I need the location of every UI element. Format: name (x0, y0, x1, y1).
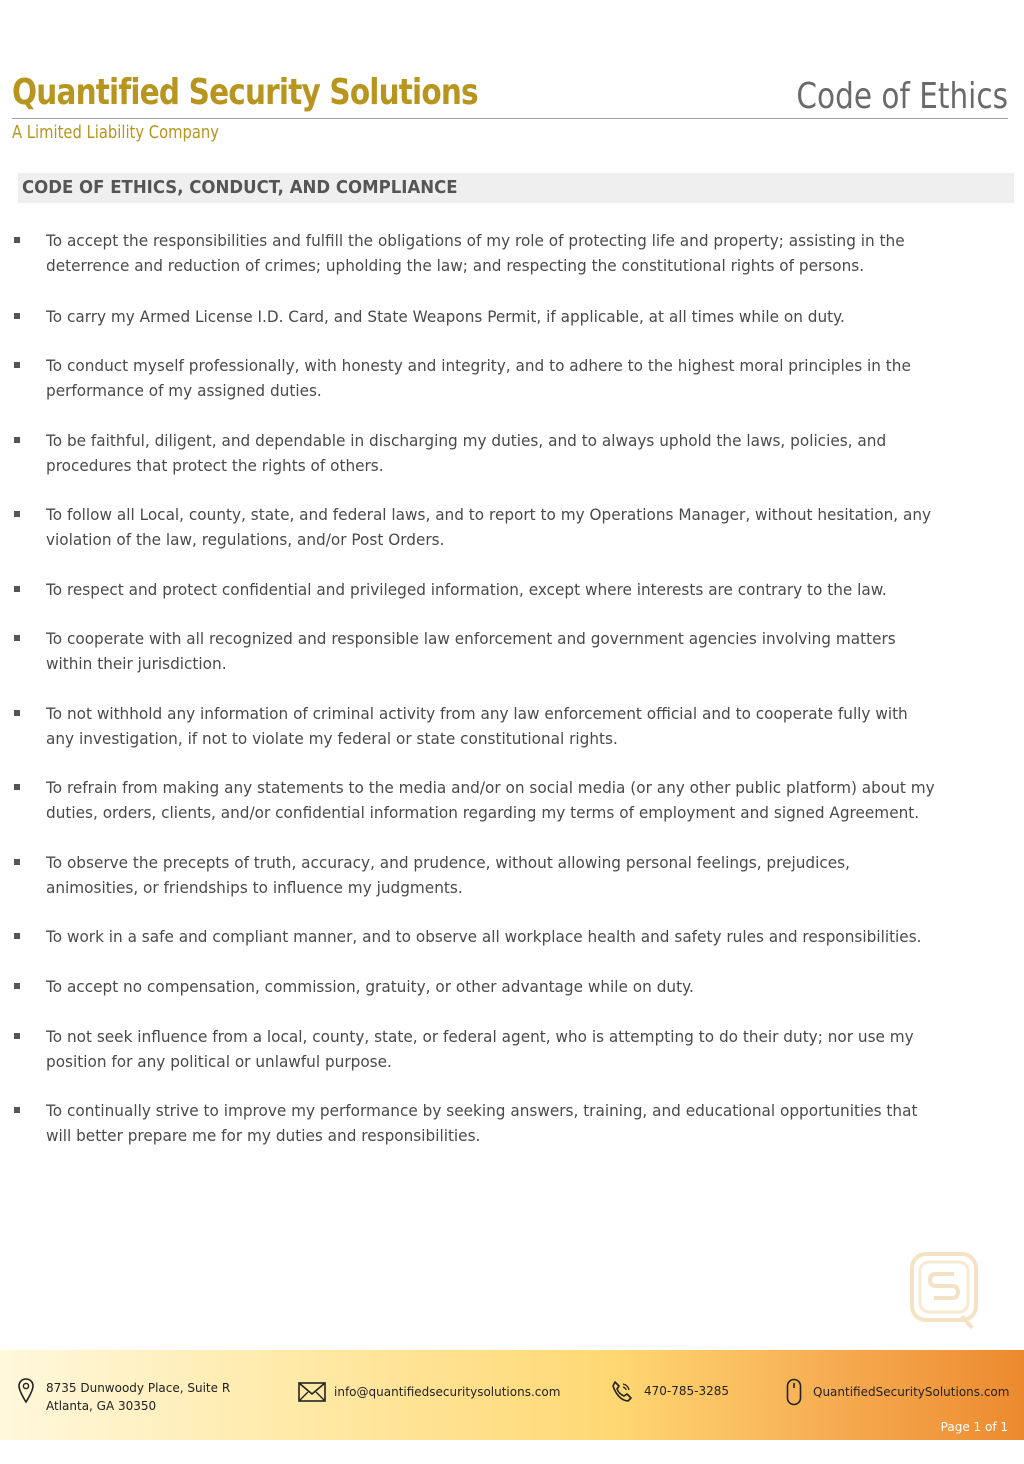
bullet-icon (14, 586, 20, 592)
bullet-icon (14, 859, 20, 865)
list-item-text: To carry my Armed License I.D. Card, and State Weapons Permit, if applicable, at all times while on duty. (46, 307, 845, 326)
bullet-icon (14, 313, 20, 319)
list-item-text: To accept no compensation, commission, gratuity, or other advantage while on duty. (46, 977, 694, 996)
logo-watermark-icon (908, 1250, 980, 1332)
company-name: Quantified Security Solutions (12, 72, 478, 113)
list-item-text: To be faithful, diligent, and dependable in discharging my duties, and to always uphold the laws, policies, and procedures that protect the rights of others. (46, 431, 887, 475)
mouse-icon (786, 1378, 802, 1406)
section-heading-bar (18, 173, 1014, 203)
list-item-text: To not withhold any information of criminal activity from any law enforcement official and to cooperate fully with any investigation, if not to violate my federal or state constitutional rights. (46, 704, 908, 748)
list-item-text: To cooperate with all recognized and responsible law enforcement and government agencies involving matters within their jurisdiction. (46, 629, 896, 673)
list-item-text: To conduct myself professionally, with honesty and integrity, and to adhere to the highest moral principles in the performance of my assigned duties. (46, 356, 911, 400)
bullet-icon (14, 710, 20, 716)
bullet-icon (14, 1033, 20, 1039)
bullet-icon (14, 983, 20, 989)
page-header (0, 0, 1024, 160)
bullet-icon (14, 237, 20, 243)
page-footer (0, 1350, 1024, 1440)
list-item-text: To respect and protect confidential and privileged information, except where interests are contrary to the law. (46, 580, 887, 599)
company-subtitle: A Limited Liability Company (12, 122, 219, 143)
list-item-text: To accept the responsibilities and fulfill the obligations of my role of protecting life and property; assisting in the deterrence and reduction of crimes; upholding the law; and respecting the constitutional rights of persons. (46, 231, 905, 275)
bullet-icon (14, 1107, 20, 1113)
address-line2: Atlanta, GA 30350 (46, 1399, 157, 1413)
section-title: CODE OF ETHICS, CONDUCT, AND COMPLIANCE (22, 177, 458, 198)
address-line1: 8735 Dunwoody Place, Suite R (46, 1381, 231, 1395)
envelope-icon (298, 1382, 326, 1402)
bullet-icon (14, 933, 20, 939)
bullet-icon (14, 635, 20, 641)
list-item-text: To work in a safe and compliant manner, and to observe all workplace health and safety rules and responsibilities. (46, 927, 922, 946)
list-item-text: To refrain from making any statements to the media and/or on social media (or any other public platform) about my duties, orders, clients, and/or confidential information regarding my terms of employment and signed Agreement. (46, 778, 935, 822)
list-item-text: To follow all Local, county, state, and federal laws, and to report to my Operations Manager, without hesitation, any violation of the law, regulations, and/or Post Orders. (46, 505, 932, 549)
page-number: Page 1 of 1 (940, 1420, 1008, 1434)
bullet-icon (14, 362, 20, 368)
phone-number[interactable]: 470-785-3285 (644, 1384, 730, 1398)
location-pin-icon (18, 1378, 34, 1404)
list-item-text: To not seek influence from a local, county, state, or federal agent, who is attempting to do their duty; nor use my position for any political or unlawful purpose. (46, 1027, 914, 1071)
list-item-text: To observe the precepts of truth, accuracy, and prudence, without allowing personal feelings, prejudices, animosities, or friendships to influence my judgments. (46, 853, 850, 897)
list-item-text: To continually strive to improve my performance by seeking answers, training, and educational opportunities that will better prepare me for my duties and responsibilities. (46, 1101, 918, 1145)
bullet-icon (14, 784, 20, 790)
document-title: Code of Ethics (796, 76, 1008, 117)
email-link[interactable]: info@quantifiedsecuritysolutions.com (334, 1385, 561, 1399)
bullet-icon (14, 437, 20, 443)
phone-icon (610, 1380, 634, 1404)
header-divider (12, 118, 1008, 119)
bullet-icon (14, 511, 20, 517)
website-link[interactable]: QuantifiedSecuritySolutions.com (813, 1385, 1010, 1399)
